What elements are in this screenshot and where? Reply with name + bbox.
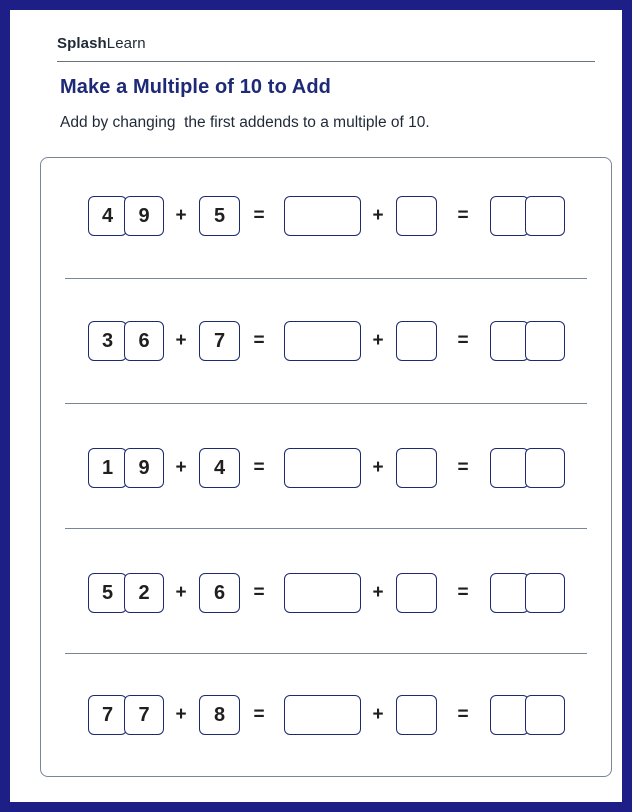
remainder-answer-box[interactable] [396,573,437,613]
first-addend-ones-digit: 9 [124,448,164,488]
second-addend: 7 [199,321,240,361]
plus-sign: + [372,704,384,725]
sum-tens-answer-box[interactable] [490,196,529,236]
splashlearn-logo [57,35,146,52]
sum-ones-answer-box[interactable] [525,321,565,361]
multiple-of-ten-answer-box[interactable] [284,573,361,613]
multiple-of-ten-answer-box[interactable] [284,321,361,361]
sum-tens-answer-box[interactable] [490,321,529,361]
plus-sign: + [175,457,187,478]
multiple-of-ten-answer-box[interactable] [284,196,361,236]
equals-sign: = [457,704,469,725]
plus-sign: + [175,704,187,725]
multiple-of-ten-answer-box[interactable] [284,695,361,735]
sum-tens-answer-box[interactable] [490,448,529,488]
second-addend: 8 [199,695,240,735]
equals-sign: = [457,457,469,478]
plus-sign: + [372,205,384,226]
logo-light-text: Learn [106,35,146,52]
equals-sign: = [253,582,265,603]
sum-ones-answer-box[interactable] [525,695,565,735]
sum-tens-answer-box[interactable] [490,573,529,613]
equals-sign: = [457,582,469,603]
sum-ones-answer-box[interactable] [525,196,565,236]
first-addend-ones-digit: 2 [124,573,164,613]
plus-sign: + [175,330,187,351]
multiple-of-ten-answer-box[interactable] [284,448,361,488]
plus-sign: + [372,582,384,603]
page-title: Make a Multiple of 10 to Add [60,76,331,98]
equals-sign: = [253,330,265,351]
equals-sign: = [457,330,469,351]
sum-ones-answer-box[interactable] [525,573,565,613]
row-divider [65,653,587,654]
row-divider [65,403,587,404]
logo-bold-text: Splash [57,35,107,52]
first-addend-tens-digit: 4 [88,196,127,236]
second-addend: 4 [199,448,240,488]
sum-ones-answer-box[interactable] [525,448,565,488]
remainder-answer-box[interactable] [396,695,437,735]
remainder-answer-box[interactable] [396,448,437,488]
first-addend-tens-digit: 5 [88,573,127,613]
equals-sign: = [253,457,265,478]
plus-sign: + [372,457,384,478]
first-addend-ones-digit: 9 [124,196,164,236]
equals-sign: = [253,205,265,226]
first-addend-tens-digit: 1 [88,448,127,488]
instructions-text: Add by changing the first addends to a multiple of 10. [60,114,430,131]
first-addend-ones-digit: 6 [124,321,164,361]
header-divider [57,61,595,62]
equals-sign: = [457,205,469,226]
first-addend-ones-digit: 7 [124,695,164,735]
problem-row-4 [10,573,632,613]
first-addend-tens-digit: 7 [88,695,127,735]
sum-tens-answer-box[interactable] [490,695,529,735]
plus-sign: + [372,330,384,351]
plus-sign: + [175,205,187,226]
remainder-answer-box[interactable] [396,321,437,361]
plus-sign: + [175,582,187,603]
problem-row-1 [10,196,632,236]
row-divider [65,278,587,279]
first-addend-tens-digit: 3 [88,321,127,361]
problem-row-5 [10,695,632,735]
remainder-answer-box[interactable] [396,196,437,236]
second-addend: 5 [199,196,240,236]
problem-row-3 [10,448,632,488]
problem-row-2 [10,321,632,361]
second-addend: 6 [199,573,240,613]
equals-sign: = [253,704,265,725]
row-divider [65,528,587,529]
